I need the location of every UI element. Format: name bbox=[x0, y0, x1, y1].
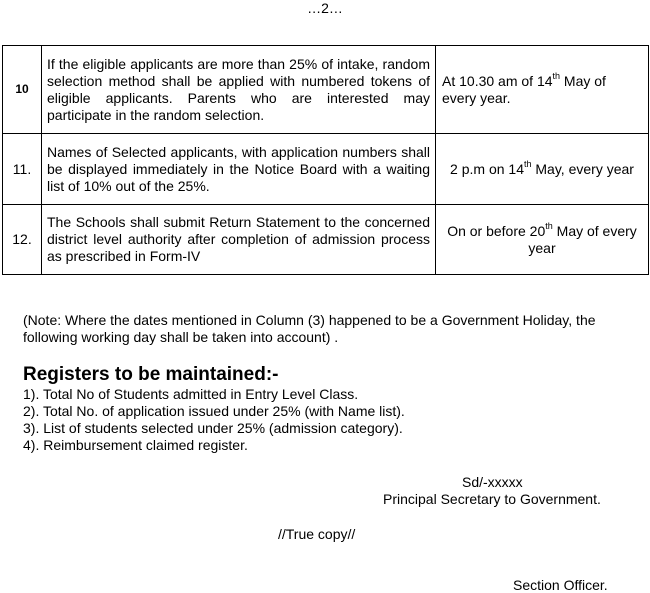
registers-heading: Registers to be maintained:- bbox=[23, 364, 279, 385]
holiday-note: (Note: Where the dates mentioned in Column (3) happened to be a Government Holiday, the following working day shall be taken into account) . bbox=[23, 312, 596, 345]
row-number: 12. bbox=[3, 205, 42, 275]
row-number: 11. bbox=[3, 134, 42, 205]
list-item: 4). Reimbursement claimed register. bbox=[23, 437, 248, 453]
row-number: 10 bbox=[3, 46, 42, 134]
table-row bbox=[3, 134, 649, 205]
row-description: Names of Selected applicants, with application numbers shall be displayed immediately in the Notice Board with a waiting list of 10% out of the 25%. bbox=[42, 134, 436, 205]
list-item: 3). List of students selected under 25% (admission category). bbox=[23, 420, 403, 436]
row-description: The Schools shall submit Return Statement to the concerned district level authority after completion of admission process as prescribed in Form-IV bbox=[42, 205, 436, 275]
row-date: 2 p.m on 14th May, every year bbox=[436, 134, 649, 205]
signature-title: Principal Secretary to Government. bbox=[383, 491, 601, 507]
row-date: On or before 20th May of every year bbox=[436, 205, 649, 275]
section-officer-label: Section Officer. bbox=[513, 577, 608, 593]
row-date: At 10.30 am of 14th May of every year. bbox=[436, 46, 649, 134]
signature-initials: Sd/-xxxxx bbox=[462, 474, 523, 490]
table-row bbox=[3, 46, 649, 134]
list-item: 2). Total No. of application issued under 25% (with Name list). bbox=[23, 403, 405, 419]
page-number: …2… bbox=[307, 0, 343, 16]
registers-list bbox=[23, 386, 405, 454]
table-row bbox=[3, 205, 649, 275]
true-copy-label: //True copy// bbox=[278, 526, 356, 542]
row-description: If the eligible applicants are more than 25% of intake, random selection method shall be applied with numbered tokens of eligible applicants. Parents who are interested may participate in the random selection. bbox=[42, 46, 436, 134]
schedule-table bbox=[2, 45, 649, 275]
list-item: 1). Total No of Students admitted in Entry Level Class. bbox=[23, 386, 359, 402]
